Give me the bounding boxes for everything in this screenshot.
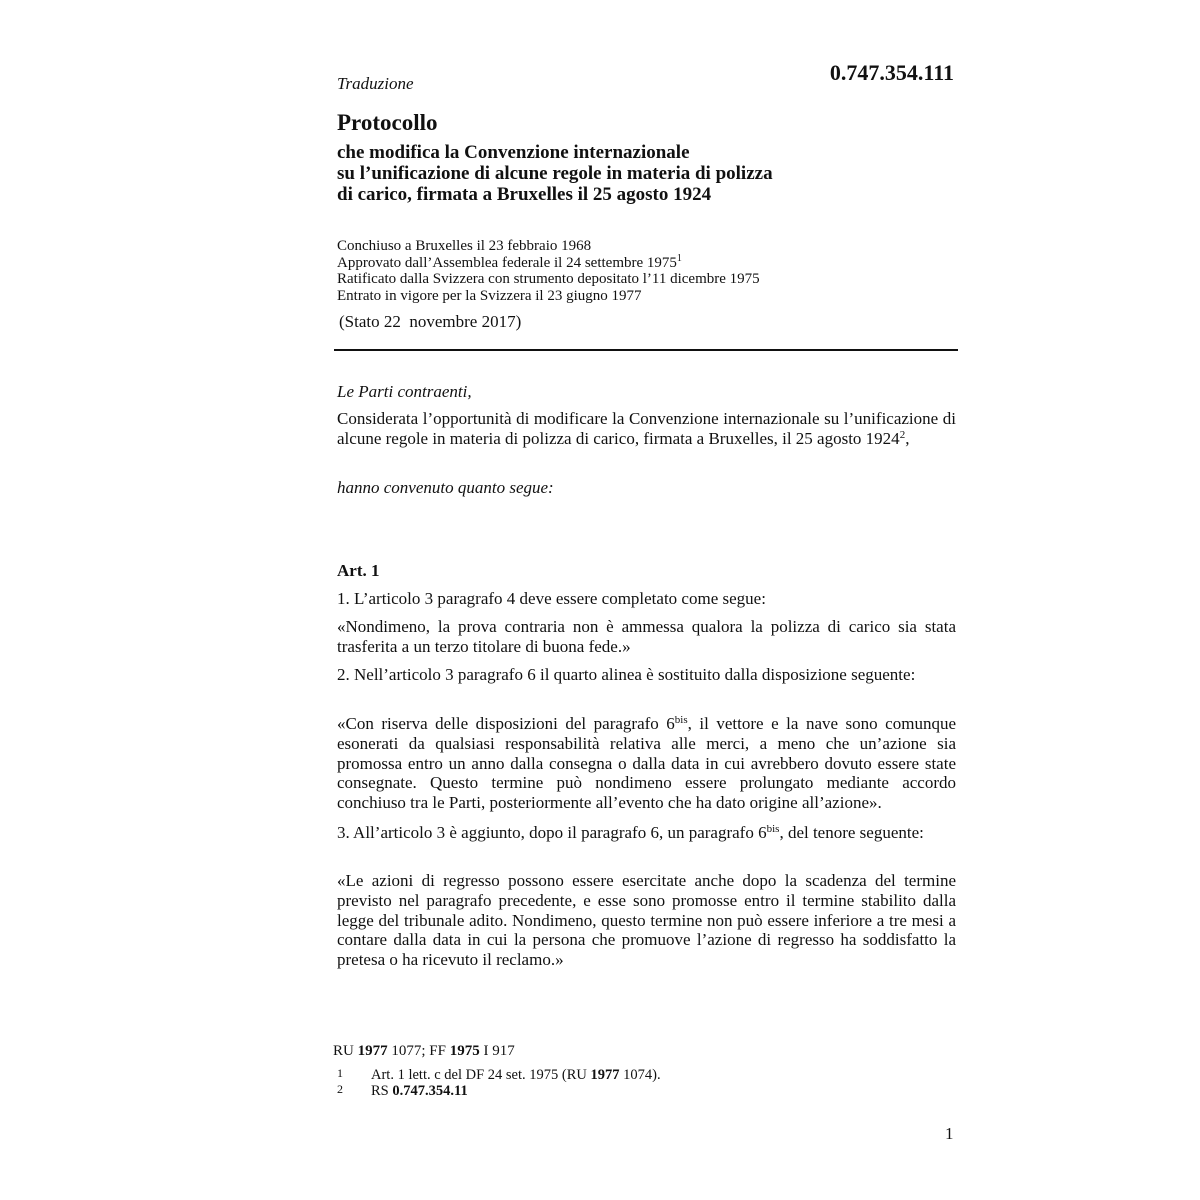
footnote-ref-2[interactable]: 2 [899, 428, 906, 441]
article-1-paragraph-2: 2. Nell’articolo 3 paragrafo 6 il quarto alinea è sostituito dalla disposizione seguente: [337, 665, 916, 684]
approved-text: Approvato dall’Assemblea federale il 24 settembre 1975 [337, 254, 677, 271]
subtitle-line: di carico, firmata a Bruxelles il 25 agosto 1924 [337, 184, 712, 205]
article-1-quote-2 [337, 714, 956, 813]
article-1-heading: Art. 1 [337, 561, 380, 580]
paragraph-3-end: , del tenore seguente: [779, 823, 924, 842]
footnote-1-year: 1977 [590, 1067, 620, 1083]
concluded-line: Conchiuso a Bruxelles il 23 febbraio 1968 [337, 238, 592, 254]
article-1-paragraph-3 [337, 823, 956, 843]
article-1-paragraph-1: 1. L’articolo 3 paragrafo 4 deve essere completato come segue: [337, 589, 766, 608]
sr-number: 0.747.354.111 [829, 60, 954, 85]
document-metadata [337, 238, 760, 304]
official-reference [333, 1043, 515, 1060]
header-divider [334, 349, 958, 351]
translation-label: Traduzione [337, 74, 414, 93]
footnote-2-text-a: RS [371, 1083, 393, 1099]
ref-ff-page: I 917 [479, 1043, 515, 1059]
preamble-agreed: hanno convenuto quanto segue: [337, 478, 554, 497]
quote-2-start: «Con riserva delle disposizioni del paragrafo 6 [337, 714, 675, 733]
quote-2-end: , il vettore e la nave sono comunque esonerati da qualsiasi responsabilità relativa alle merci, a meno che un’azione sia promossa entro un anno dalla consegna o dalla data in cui avrebbero dovuto essere state consegnate. Questo termine può nondimeno essere prolungato mediante accordo conchiuso tra le Parti, posteriormente all’evento che ha dato origine all’azione». [337, 714, 956, 813]
footnote-1-text-a: Art. 1 lett. c del DF 24 set. 1975 (RU [371, 1067, 591, 1083]
footnote-1-number: 1 [337, 1066, 343, 1080]
footnote-2-sr[interactable]: 0.747.354.11 [392, 1083, 468, 1099]
document-title: Protocollo [337, 110, 438, 135]
ref-ru: RU [333, 1043, 358, 1059]
subtitle-line: su l’unificazione di alcune regole in materia di polizza [337, 163, 773, 184]
preamble-parties: Le Parti contraenti, [337, 382, 472, 401]
article-1-quote-3: «Le azioni di regresso possono essere esercitate anche dopo la scadenza del termine previsto nel paragrafo precedente, e esse sono promosse entro il termine stabilito dalla legge del tribunale adito. Nondimeno, questo termine non può essere inferiore a tre mesi a contare dalla data in cui la persona che promuove l’azione di regresso ha soddisfatto la pretesa o ha ricevuto il reclamo.» [337, 871, 956, 970]
ratified-line: Ratificato dalla Svizzera con strumento depositato l’11 dicembre 1975 [337, 271, 760, 287]
document-subtitle [337, 142, 937, 205]
bis-superscript: bis [766, 823, 780, 835]
in-force-line: Entrato in vigore per la Svizzera il 23 giugno 1977 [337, 287, 642, 304]
status-date: (Stato 22 novembre 2017) [339, 312, 522, 331]
ref-ff-year: 1975 [449, 1043, 480, 1059]
paragraph-3-start: 3. All’articolo 3 è aggiunto, dopo il paragrafo 6, un paragrafo 6 [337, 823, 767, 842]
approved-line [337, 252, 760, 272]
ref-ru-year: 1977 [357, 1043, 388, 1059]
footnote-1-text-b: 1074). [619, 1067, 661, 1083]
footnote-2 [337, 1081, 468, 1099]
page-number: 1 [945, 1124, 954, 1143]
preamble-considering [337, 409, 956, 449]
considering-end: , [905, 428, 910, 448]
considering-text: Considerata l’opportunità di modificare la Convenzione internazionale su l’unificazione di alcune regole in materia di polizza di carico, firmata a Bruxelles, il 25 agosto 1924 [337, 409, 956, 448]
subtitle-line: che modifica la Convenzione internazionale [337, 142, 690, 163]
ref-ru-page: 1077; FF [387, 1043, 450, 1059]
article-1-quote-1: «Nondimeno, la prova contraria non è ammessa qualora la polizza di carico sia stata trasferita a un terzo titolare di buona fede.» [337, 617, 956, 656]
footnote-ref-1[interactable]: 1 [676, 252, 682, 264]
bis-superscript: bis [674, 714, 688, 726]
footnote-2-number: 2 [337, 1082, 343, 1096]
